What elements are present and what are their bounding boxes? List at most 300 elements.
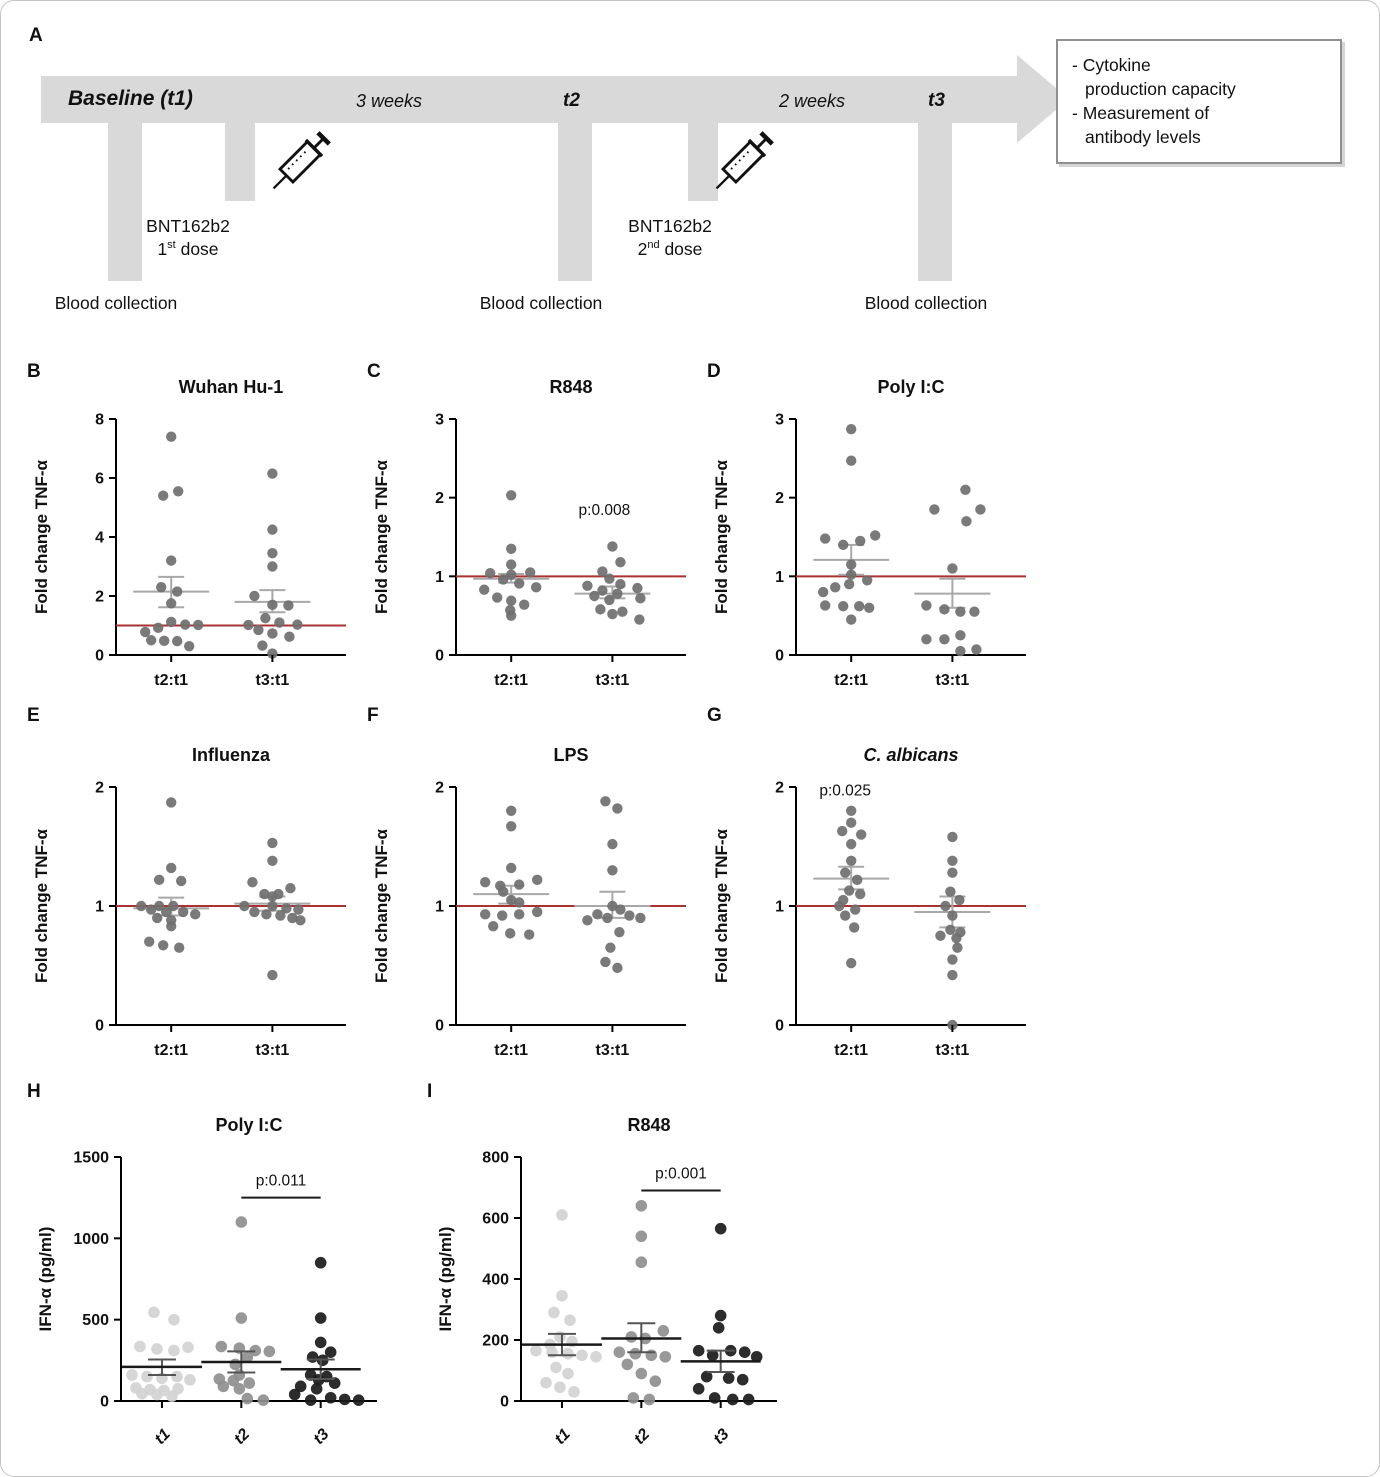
data-point [864, 603, 874, 613]
data-point [568, 1386, 580, 1398]
data-point [506, 596, 516, 606]
data-point [156, 582, 166, 592]
data-point [554, 1381, 566, 1393]
data-point [846, 806, 856, 816]
x-tick-label: t3:t1 [935, 672, 970, 689]
data-point [172, 636, 182, 646]
data-point [514, 578, 524, 588]
data-point [947, 832, 957, 842]
data-point [267, 468, 277, 478]
panel-c [361, 359, 701, 701]
data-point [615, 579, 625, 589]
data-point [267, 548, 277, 558]
syringe-icon [261, 121, 341, 201]
chart-title: R848 [627, 1115, 671, 1135]
data-point [548, 1307, 560, 1319]
data-point [854, 601, 864, 611]
panel-letter-g: G [707, 705, 722, 726]
y-tick-label: 0 [775, 1017, 784, 1035]
data-point [253, 625, 263, 635]
data-point [532, 875, 542, 885]
data-point [743, 1394, 755, 1406]
data-point [497, 910, 507, 920]
chart-title: Poly I:C [215, 1115, 283, 1135]
data-point [505, 928, 515, 938]
data-point [514, 897, 524, 907]
data-point [818, 587, 828, 597]
data-point [267, 970, 277, 980]
data-point [524, 929, 534, 939]
data-point [955, 630, 965, 640]
data-point [709, 1392, 721, 1404]
data-point [546, 1346, 558, 1358]
data-point [607, 839, 617, 849]
data-point [971, 644, 981, 654]
y-tick-label: 0 [95, 647, 104, 665]
data-point [292, 619, 302, 629]
axes [796, 419, 1026, 655]
data-point [855, 889, 865, 899]
data-point [267, 901, 277, 911]
panel-g-plot [701, 703, 1041, 1082]
data-point [737, 1374, 749, 1386]
data-point [136, 1388, 148, 1400]
data-point [488, 921, 498, 931]
data-point [514, 909, 524, 919]
data-point [554, 1331, 566, 1343]
data-point [249, 591, 259, 601]
x-tick-label: t2:t1 [834, 672, 869, 689]
chart-title: Poly I:C [877, 377, 945, 397]
panel-a-timeline [11, 11, 1371, 356]
data-point [727, 1394, 739, 1406]
data-point [506, 490, 516, 500]
data-point [834, 901, 844, 911]
panel-letter-i: I [427, 1081, 433, 1102]
outcome-line-2: production capacity [1085, 79, 1236, 100]
chart-E [21, 703, 361, 1077]
data-point [600, 796, 610, 806]
data-point [285, 883, 295, 893]
data-point [615, 904, 625, 914]
data-point [141, 1371, 153, 1383]
data-point [242, 1393, 254, 1405]
data-point [975, 504, 985, 514]
y-tick-label: 0 [775, 647, 784, 665]
data-point [626, 1331, 638, 1343]
outcome-box [1056, 39, 1342, 164]
x-tick-label: t3:t1 [935, 1042, 970, 1059]
data-point [506, 544, 516, 554]
y-tick-label: 600 [482, 1210, 509, 1228]
y-tick-label: 1 [95, 898, 104, 916]
data-point [153, 623, 163, 633]
data-point [506, 610, 516, 620]
y-tick-label: 0 [435, 1017, 444, 1035]
data-point [636, 1256, 648, 1268]
data-point [846, 455, 856, 465]
x-tick-label: t2 [631, 1425, 654, 1448]
panel-f [361, 703, 701, 1077]
data-point [315, 1312, 327, 1324]
data-point [564, 1314, 576, 1326]
data-point [935, 931, 945, 941]
data-point [715, 1310, 727, 1322]
data-point [480, 909, 490, 919]
data-point [592, 909, 602, 919]
data-point [126, 1369, 138, 1381]
panel-letter-a: A [29, 25, 43, 46]
data-point [166, 1390, 178, 1402]
y-tick-label: 1 [775, 568, 784, 586]
data-point [635, 593, 645, 603]
data-point [607, 865, 617, 875]
panel-letter-c: C [367, 361, 381, 382]
data-point [230, 1359, 242, 1371]
data-point [713, 1322, 725, 1334]
axes [121, 1157, 377, 1401]
data-point [846, 839, 856, 849]
panel-d-plot [701, 359, 1041, 706]
x-tick-label: t2:t1 [154, 1042, 189, 1059]
dose2-rest: dose [659, 239, 703, 260]
data-point [158, 491, 168, 501]
data-point [961, 516, 971, 526]
data-point [636, 1231, 648, 1243]
t3-label: t3 [928, 90, 945, 111]
chart-C [361, 359, 701, 701]
x-tick-label: t1 [151, 1425, 174, 1448]
data-point [315, 1257, 327, 1269]
y-tick-label: 4 [95, 529, 104, 547]
data-point [171, 1371, 183, 1383]
data-point [634, 614, 644, 624]
data-point [582, 915, 592, 925]
panel-letter-b: B [27, 361, 41, 382]
data-point [846, 614, 856, 624]
chart-title: R848 [549, 377, 593, 397]
data-point [850, 904, 860, 914]
data-point [166, 863, 176, 873]
data-point [844, 579, 854, 589]
chart-title: C. albicans [863, 745, 959, 765]
data-point [632, 583, 642, 593]
y-tick-label: 0 [435, 647, 444, 665]
data-point [519, 599, 529, 609]
y-tick-label: 400 [482, 1271, 509, 1289]
y-axis-label: Fold change TNF-α [32, 460, 51, 614]
p-value-label: p:0.008 [578, 501, 631, 519]
y-axis-label: IFN-α (pg/ml) [436, 1226, 455, 1332]
data-point [151, 1389, 163, 1401]
x-tick-label: t2:t1 [154, 672, 189, 689]
panel-letter-h: H [27, 1081, 41, 1102]
data-point [614, 927, 624, 937]
y-tick-label: 2 [95, 779, 104, 797]
data-point [939, 604, 949, 614]
panel-letter-f: F [367, 705, 379, 726]
y-tick-label: 0 [500, 1393, 509, 1411]
data-point [159, 636, 169, 646]
chart-B [21, 359, 361, 701]
blood-collection-bar-3 [918, 123, 952, 281]
data-point [955, 646, 965, 656]
y-tick-label: 1 [435, 568, 444, 586]
data-point [260, 613, 270, 623]
x-tick-label: t2:t1 [834, 1042, 869, 1059]
syringe-icon [704, 121, 784, 201]
data-point [261, 909, 271, 919]
y-tick-label: 3 [775, 411, 784, 429]
data-point [506, 806, 516, 816]
data-point [952, 942, 962, 952]
dose1-name: BNT162b2 [146, 216, 230, 236]
data-point [929, 504, 939, 514]
data-point [644, 1394, 656, 1406]
panel-i [421, 1079, 821, 1475]
interval-2weeks-label: 2 weeks [779, 91, 846, 111]
data-point [945, 925, 955, 935]
data-point [921, 600, 931, 610]
chart-title: LPS [553, 745, 589, 765]
y-tick-label: 500 [82, 1312, 109, 1330]
y-tick-label: 3 [435, 411, 444, 429]
data-point [239, 901, 249, 911]
dose1-ordinal: st [167, 239, 176, 252]
data-point [590, 1351, 602, 1363]
data-point [951, 933, 961, 943]
data-point [855, 536, 865, 546]
data-point [498, 887, 508, 897]
data-point [960, 485, 970, 495]
data-point [576, 1349, 588, 1361]
data-point [595, 604, 605, 614]
p-value-label: p:0.011 [255, 1172, 307, 1190]
data-point [636, 1368, 648, 1380]
axes [456, 419, 686, 655]
data-point [166, 432, 176, 442]
dose1-number: 1 [157, 239, 168, 260]
panel-c-plot [361, 359, 701, 706]
data-point [837, 826, 847, 836]
data-point [947, 954, 957, 964]
panel-letter-d: D [707, 361, 721, 382]
data-point [846, 424, 856, 434]
data-point [166, 617, 176, 627]
y-tick-label: 2 [775, 779, 784, 797]
data-point [184, 641, 194, 651]
data-point [556, 1209, 568, 1221]
data-point [178, 907, 188, 917]
data-point [267, 628, 277, 638]
outcome-line-1: - Cytokine [1072, 55, 1151, 75]
y-tick-label: 2 [435, 779, 444, 797]
data-point [174, 942, 184, 952]
data-point [612, 963, 622, 973]
data-point [339, 1394, 351, 1406]
data-point [307, 1351, 319, 1363]
data-point [615, 557, 625, 567]
data-point [530, 1345, 542, 1357]
data-point [146, 904, 156, 914]
x-tick-label: t3:t1 [255, 672, 290, 689]
data-point [612, 803, 622, 813]
panel-e [21, 703, 361, 1077]
data-point [166, 921, 176, 931]
data-point [243, 620, 253, 630]
x-tick-label: t3 [310, 1425, 333, 1448]
y-axis-label: Fold change TNF-α [32, 829, 51, 983]
data-point [247, 877, 257, 887]
data-point [267, 838, 277, 848]
data-point [144, 937, 154, 947]
data-point [311, 1383, 323, 1395]
data-point [492, 592, 502, 602]
baseline-label: Baseline (t1) [68, 87, 193, 110]
data-point [236, 1216, 248, 1228]
panel-g [701, 703, 1041, 1077]
data-point [305, 1394, 317, 1406]
chart-F [361, 703, 701, 1077]
data-point [166, 797, 176, 807]
data-point [846, 958, 856, 968]
x-tick-label: t2:t1 [494, 1042, 529, 1059]
outcome-line-4: antibody levels [1085, 127, 1201, 148]
data-point [830, 582, 840, 592]
blood-collection-label-1: Blood collection [54, 293, 178, 313]
data-point [532, 907, 542, 917]
data-point [600, 957, 610, 967]
data-point [660, 1351, 672, 1363]
data-point [955, 607, 965, 617]
panel-h [21, 1079, 421, 1475]
data-point [184, 1374, 196, 1386]
data-point [154, 875, 164, 885]
data-point [275, 910, 285, 920]
data-point [274, 617, 284, 627]
data-point [267, 524, 277, 534]
data-point [870, 530, 880, 540]
y-axis-label: Fold change TNF-α [372, 460, 391, 614]
data-point [838, 540, 848, 550]
data-point [604, 595, 614, 605]
data-point [602, 913, 612, 923]
data-point [525, 567, 535, 577]
data-point [258, 1394, 270, 1406]
data-point [846, 570, 856, 580]
data-point [954, 895, 964, 905]
data-point [506, 559, 516, 569]
dose2-ordinal: nd [647, 239, 660, 252]
panel-b-plot [21, 359, 361, 706]
data-point [635, 913, 645, 923]
data-point [622, 1359, 634, 1371]
data-point [172, 586, 182, 596]
data-point [607, 609, 617, 619]
data-point [550, 1362, 562, 1374]
data-point [293, 904, 303, 914]
data-point [693, 1345, 705, 1357]
data-point [945, 887, 955, 897]
dose2-name: BNT162b2 [628, 216, 712, 236]
data-point [562, 1348, 574, 1360]
data-point [947, 970, 957, 980]
dose2-number: 2 [637, 239, 648, 260]
data-point [856, 829, 866, 839]
p-value-label: p:0.001 [655, 1165, 707, 1183]
x-tick-label: t3 [710, 1425, 733, 1448]
x-tick-label: t2 [231, 1425, 254, 1448]
panel-b [21, 359, 361, 701]
blood-collection-label-3: Blood collection [864, 293, 988, 313]
data-point [480, 877, 490, 887]
data-point [264, 1346, 276, 1358]
chart-title: Wuhan Hu-1 [178, 377, 284, 397]
chart-D [701, 359, 1041, 701]
data-point [289, 1389, 301, 1401]
data-point [628, 1392, 640, 1404]
panel-letter-e: E [27, 705, 40, 726]
data-point [267, 600, 277, 610]
axes [116, 419, 346, 655]
data-point [604, 573, 614, 583]
y-tick-label: 1 [435, 898, 444, 916]
data-point [182, 1342, 194, 1354]
data-point [284, 632, 294, 642]
data-point [940, 901, 950, 911]
data-point [658, 1325, 670, 1337]
data-point [614, 1346, 626, 1358]
data-point [939, 634, 949, 644]
data-point [838, 601, 848, 611]
data-point [267, 561, 277, 571]
data-point [723, 1372, 735, 1384]
y-tick-label: 1000 [73, 1230, 109, 1248]
data-point [617, 607, 627, 617]
data-point [849, 922, 859, 932]
chart-G [701, 703, 1041, 1077]
panel-i-plot [421, 1079, 821, 1477]
dose1-label [98, 215, 278, 261]
data-point [624, 910, 634, 920]
data-point [218, 1381, 230, 1393]
data-point [257, 640, 267, 650]
data-point [216, 1341, 228, 1353]
panel-e-plot [21, 703, 361, 1082]
t2-label: t2 [563, 90, 580, 111]
y-tick-label: 2 [95, 588, 104, 606]
data-point [846, 818, 856, 828]
y-tick-label: 0 [100, 1393, 109, 1411]
data-point [947, 563, 957, 573]
dose1-rest: dose [175, 239, 219, 260]
dose2-label [580, 215, 760, 261]
data-point [947, 856, 957, 866]
data-point [646, 1349, 658, 1361]
data-point [636, 1200, 648, 1212]
data-point [249, 907, 259, 917]
panel-h-plot [21, 1079, 421, 1477]
data-point [180, 619, 190, 629]
data-point [715, 1223, 727, 1235]
y-tick-label: 6 [95, 470, 104, 488]
panel-d [701, 359, 1041, 701]
x-tick-label: t2:t1 [494, 672, 529, 689]
panel-f-plot [361, 703, 701, 1082]
y-tick-label: 8 [95, 411, 104, 429]
data-point [283, 600, 293, 610]
x-tick-label: t3:t1 [255, 1042, 290, 1059]
